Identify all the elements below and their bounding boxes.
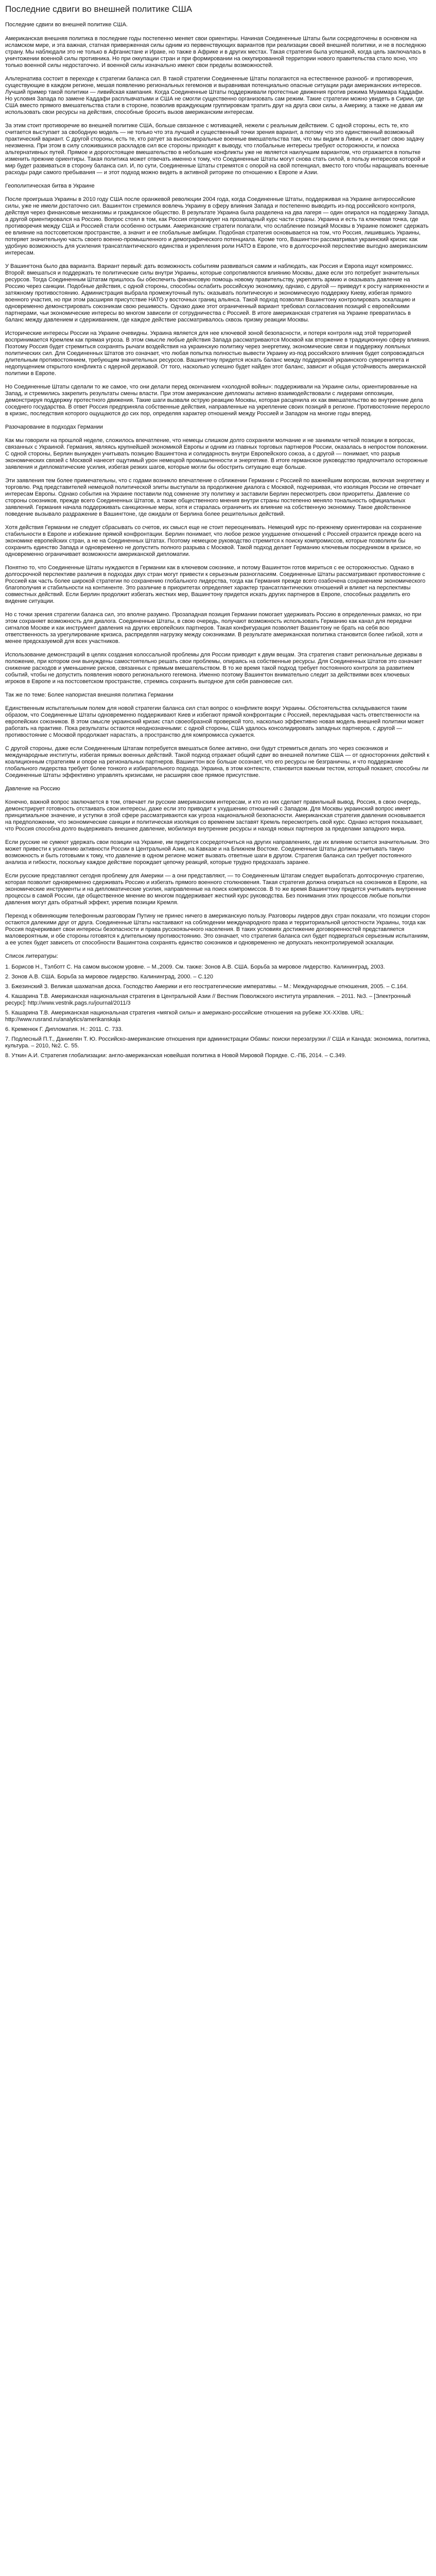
reference-item: 3. Бжезинский З. Великая шахматная доска. Господство Америки и его геостратегические императивы. – М.: Международные отношения, 2005. – С.164. xyxy=(5,984,408,990)
paragraph-11: Понятно то, что Соединенные Штаты нуждаются в Германии как в ключевом союзнике, и потому Вашингтон готов мириться с ее осторожностью. Однако в долгосрочной перспективе различия в подходах двух стран могут привести к серьезным разногласиям. Соединенные Штаты рассматривают противостояние с Россией как часть более широкой стратегии по сохранению глобального лидерства, тогда как Германия прежде всего озабочена сохранением экономического благополучия и стабильности на континенте. Это различие в приоритетах определяет характер трансатлантических отношений и влияет на перспективы совместных действий. Если Берлин продолжит избегать жестких мер, Вашингтону придется искать других партнеров в Европе, способных разделить его видение ситуации. xyxy=(5,565,426,605)
paragraph-5: У Вашингтона было два варианта. Вариант первый: дать возможность событиям развиваться самим и наблюдать, как Россия и Европа ищут компромисс. Второй: вмешаться и поддержать те политические силы внутри Украины, которые сопротивляются влиянию Москвы, даже если это потребует значительных ресурсов. Тогда Соединенным Штатам пришлось бы обеспечить финансовую помощь новому правительству, укреплять армию и оказывать давление на Россию через санкции. Подобные действия, с одной стороны, способны ослабить российскую экономику, однако, с другой — приведут к росту напряженности и затяжному противостоянию. Администрация выбрала промежуточный путь: оказывать политическую и экономическую поддержку Киеву, избегая прямого военного участия, но при этом расширяя присутствие НАТО у восточных границ альянса. Такой подход позволял Вашингтону контролировать эскалацию и одновременно демонстрировать союзникам свою решимость. Однако даже этот ограниченный вариант требовал согласования позиций с европейскими партнерами, чьи экономические интересы во многом зависели от сотрудничества с Россией. В итоге американская стратегия на Украине превратилась в баланс между давлением и сдерживанием, где каждое действие рассматривалось сквозь призму реакции Москвы. xyxy=(5,263,429,324)
paragraph-10: Хотя действия Германии не следует сбрасывать со счетов, их смысл еще не стоит переоценивать. Немецкий курс по-прежнему ориентирован на сохранение стабильности в Европе и избежание прямой конфронтации. Берлин понимает, что любое резкое ухудшение отношений с Россией отразится прежде всего на экономике европейских стран, а не на Соединенных Штатах. Поэтому немецкое руководство стремится к поиску компромиссов, которые позволили бы сохранить единство Запада и одновременно не допустить полного разрыва с Москвой. Такой подход делает Германию ключевым посредником в кризисе, но одновременно ограничивает возможности американской дипломатии. xyxy=(5,524,422,558)
reference-item: 5. Кашарина Т.В. Американская национальная стратегия «мягкой силы» и американо-российские отношения на рубеже XX-XXIвв. URL: http://www.rusrand.ru/analytics/amerikanskaja xyxy=(5,1010,364,1023)
paragraph-18: Если русские представляют сегодня проблему для Америки — а они представляют, — то Соединенным Штатам следует выработать долгосрочную стратегию, которая позволит одновременно сдерживать Россию и избегать прямого военного столкновения. Такая стратегия должна опираться на союзников в Европе, на экономические инструменты и на дипломатические усилия, направленные на поиск компромиссов. В то же время Вашингтону придется учитывать внутренние процессы в самой России, где общественное мнение во многом поддерживает жесткий курс руководства. Без понимания этих процессов любые попытки давления могут дать обратный эффект, укрепив позиции Кремля. xyxy=(5,873,427,906)
section-heading-ukraine: Геополитическая битва в Украине xyxy=(5,183,95,190)
paragraph-19: Переход к обвиняющим телефонным разговорам Путину не принес ничего в американскую пользу. Разговоры лидеров двух стран показали, что позиции сторон остаются далекими друг от друга. Соединенные Штаты настаивают на соблюдении международного права и территориальной целостности Украины, тогда как Россия подчеркивает свои интересы безопасности и права русскоязычного населения. В таких условиях достижение договоренностей представляется маловероятным, и обе стороны готовятся к длительному противостоянию. Это означает, что стратегия баланса сил будет подвергаться серьезным испытаниям, а ее успех будет зависеть от способности Вашингтона сохранять единство союзников и одновременно не допускать неконтролируемой эскалации. xyxy=(5,913,430,946)
paragraph-2: Альтернатива состоит в переходе к стратегии баланса сил. В такой стратегии Соединенные Штаты полагаются на естественное разнооб- и противоречия, существующие в каждом регионе, мешая появлению региональных гегемонов и выравнивая потенциально опасные ситуации ради американских интересов. Лучший пример такой политики — ливийская кампания. Когда Соединенные Штаты поддерживали протестные движения против режима Муаммара Каддафи. Но условия Запада по замене Каддафи расплывчатыми и США не смогли существенно организовать сам режим. Такие стратегии можно увидеть в Сирии, где США вместо прямого вмешательства стали в стороне, позволив враждующим группировкам тратить друг на друга свои силы, а Америку, а также не давая им использовать свои ресурсы на действия, способные бросить вызов американским интересам. xyxy=(5,76,424,116)
paragraph-17: Если русские не сумеют удержать свои позиции на Украине, им придется сосредоточиться на других направлениях, где их влияние остается значительным. Это может привести к усилению активности России в Центральной Азии, на Кавказе и на Ближнем Востоке. Соединенные Штаты должны учитывать такую возможность и быть готовыми к тому, что давление в одном регионе может вызвать ответные шаги в другом. Стратегия баланса сил требует постоянного анализа и гибкости, поскольку каждое действие порождает цепочку реакций, которые трудно предсказать заранее. xyxy=(5,839,429,866)
paragraph-3: За этим стоит противоречие во внешней политике США, больше связанное с мотивацией, нежели с реальным действием. С одной стороны, есть те, кто считается выступает за свободную модель — не только что эта лучший и существенный точки зрения вариант, а потому что это единственный возможный практический вариант. С другой стороны, есть те, кто ратует за высокоморальные военные вмешательства там, что мы видим в Ливии, и считает свою задачу неизменна. При этом в силу сложившихся раскладов сил все стороны приходят к выводу, что глобальные интересы требуют осторожности, и поиска альтернативных путей. Прямое и дорогостоящее вмешательство в небольшие конфликты уже не является наилучшим вариантом, что отражается в попытке изменить прежние ориентиры. Такая политика может отвечать именно к тому, что Соединенные Штаты могут снова стать силой, в пользу интересов которой и мир будет развиваться в сторону баланса сил. И, по сути, Соединенные Штаты стремятся с опорой на свой потенциал, вместо того чтобы наращивать военные расходы ради самого пребывания — и этот подход можно видеть в активной риторике по отношению к Европе и Азии. xyxy=(5,123,429,176)
paragraph-9: Эти заявления тем более примечательны, что с годами возникло впечатление о сближении Германии с Россией по важнейшим вопросам, включая энергетику и торговлю. Ряд представителей немецкой политической элиты выступали за продолжение диалога с Москвой, подчеркивая, что изоляция России не отвечает интересам Европы. Однако события на Украине поставили под сомнение эту политику и заставили Берлин пересмотреть свои приоритеты. Давление со стороны союзников, прежде всего Соединенных Штатов, а также общественного мнения внутри страны постепенно меняло тональность официальных заявлений. Германия начала поддерживать санкционные меры, хотя и старалась ограничить их влияние на собственную экономику. Такое двойственное поведение вызывало раздражение в Вашингтоне, где ожидали от Берлина более решительных действий. xyxy=(5,478,429,518)
article-subtitle: Последние сдвиги во внешней политике США. xyxy=(5,22,128,28)
paragraph-7: Но Соединенные Штаты сделали то же самое, что они делали перед окончанием «холодной войны»: поддерживали на Украине силы, ориентированные на Запад, и стремились закрепить результаты смены власти. При этом американские дипломаты активно взаимодействовали с лидерами оппозиции, демонстрируя поддержку протестного движения. Такие шаги вызвали острую реакцию Москвы, которая расценила их как вмешательство во внутренние дела соседнего государства. В ответ Россия предприняла собственные действия, направленные на укрепление своих позиций в регионе. Противостояние переросло в кризис, последствия которого ощущаются до сих пор, определяя характер отношений между Россией и Западом на многие годы вперед. xyxy=(5,384,430,417)
paragraph-1: Американская внешняя политика в последние годы постепенно меняет свои ориентиры. Начиная Соединенные Штаты были сосредоточены в основном на исламском мире, и эта важная, статная приверженная силы одним из первенствующих вариантов при реализации своей внешней политики, и не в последнюю страну. Мы наблюдали это не только в Афганистане и Ираке, но также в Африке и в других местах. Такая стратегия была успешной, когда цель заключалась в уничтожении военной силы противника. Но при оккупации стран и при формировании на оккупированной территории нового правительства стало ясно, что только военной силы недостаточно. И военной силы изначально имеют свои пределы возможностей. xyxy=(5,36,426,69)
paragraph-12: Но с точки зрения стратегии баланса сил, это вполне разумно. Прозападная позиция Германии помогает удерживать Россию в определенных рамках, но при этом сохраняет возможность для диалога. Соединенные Штаты, в свою очередь, получают возможность использовать Германию как канал для передачи сигналов Москве и как инструмент давления на других европейских партнеров. Такая конфигурация позволяет Вашингтону не брать на себя всю ответственность за урегулирование кризиса, распределяя нагрузку между союзниками. В результате американская политика становится более гибкой, хотя и менее предсказуемой для всех участников. xyxy=(5,612,423,645)
paragraph-16: Конечно, важной вопрос заключается в том, отвечает ли русские американским интересам, и кто из них сделает правильный вывод. Россия, в свою очередь, демонстрирует готовность отстаивать свои интересы, даже если это приводит к ухудшению отношений с Западом. Для Москвы украинский вопрос имеет принципиальное значение, и уступки в этой сфере рассматриваются как угроза национальной безопасности. Американская стратегия давления основывается на предположении, что экономические санкции и политическая изоляция со временем заставят Кремль пересмотреть свой курс. Однако история показывает, что Россия способна долго выдерживать внешнее давление, мобилизуя внутренние ресурсы и находя новых партнеров за пределами западного мира. xyxy=(5,799,425,833)
reference-item: 4. Кашарина Т.В. Американская национальная стратегия в Центральной Азии // Вестник Поволжского института управления. – 2011. №3. – [Электронный ресурс]: http://www.vestnik.pags.ru/journal/2011/3 xyxy=(5,993,411,1007)
reference-item: 6. Кременюк Г. Дипломатия. Н.: 2011. С. 733. xyxy=(5,1026,123,1033)
paragraph-6: Исторические интересы России на Украине очевидны. Украина является для нее ключевой зоной безопасности, и потеря контроля над этой территорией воспринимается Кремлем как прямая угроза. В этом смысле любые действия Запада рассматриваются Москвой как вторжение в традиционную сферу влияния. Поэтому Россия будет стремиться сохранять рычаги воздействия на украинскую политику через энергетику, экономические связи и поддержку лояльных политических сил. Для Соединенных Штатов это означает, что любая попытка полностью вывести Украину из-под российского влияния будет сопровождаться длительным противостоянием, требующим значительных ресурсов. Вашингтону придется искать баланс между поддержкой украинского суверенитета и недопущением открытого конфликта с ядерной державой. От того, насколько успешно будет найден этот баланс, зависит и общая устойчивость американской политики в Европе. xyxy=(5,330,431,377)
section-heading-germany: Разочарование в подходах Германии xyxy=(5,424,103,431)
paragraph-15: С другой стороны, даже если Соединенным Штатам потребуется вмешаться более активно, они будут стремиться делать это через союзников и международные институты, избегая прямых военных действий. Такой подход отражает общий сдвиг во внешней политике США — от односторонних действий к коалиционным стратегиям и опоре на региональных партнеров. Вашингтон все больше осознает, что его ресурсы не безграничны, и что поддержание глобального лидерства требует более тонкого и избирательного подхода. Украина, в этом контексте, становится важным тестом, который покажет, способны ли Соединенные Штаты эффективно управлять кризисами, не расширяя свое прямое присутствие. xyxy=(5,745,429,779)
section-heading-russia: Давление на Россию xyxy=(5,786,60,792)
article-page xyxy=(0,0,436,1073)
article-title: Последние сдвиги во внешней политике США xyxy=(5,4,193,14)
reference-item: 1. Борисов Н., Тэлботт С. На самом высоком уровне. – М.,2009. См. также: Зонов А.В. США. Борьба за мировое лидерство. Калининград, 2003. xyxy=(5,964,385,971)
paragraph-4: После проигрыша Украины в 2010 году США после оранжевой революции 2004 года, когда Соединенные Штаты, поддерживая на Украине антироссийские силы, уже не имели достаточно сил. Вашингтон стремился вовлечь Украину в сферу влияния Запада и постепенно выводить из-под российского контроля, действуя через финансовые механизмы и гражданское общество. В результате Украина была разделена на два лагеря — один опирался на поддержку Запада, а другой ориентировался на Россию. Вопрос стоял в том, как Россия отреагирует на прозападный курс части страны. Украина и есть та ключевая точка, где противоречия между США и Россией стали особенно острыми. Американские стратеги полагали, что ослабление позиций Москвы в Украине поможет сдержать ее влияние на постсоветском пространстве, а значит и ее глобальные амбиции. Подобная стратегия основывается на том, что Россия, лишившись Украины, потеряет значительную часть своего военно-промышленного и демографического потенциала. Кроме того, Вашингтон рассматривал украинский кризис как удобную возможность для усиления трансатлантического единства и укрепления роли НАТО в Европе, что в долгосрочной перспективе выгодно американским интересам. xyxy=(5,196,429,257)
paragraph-13: Использование демонстраций в целях создания колоссальной проблемы для России приводит к двум вещам. Эта стратегия ставит региональные державы в положение, при котором они вынуждены самостоятельно решать свои проблемы, опираясь на собственные ресурсы. Для Соединенных Штатов это означает снижение расходов и уменьшение рисков, связанных с прямым вмешательством. В то же время такой подход требует постоянного контроля за развитием событий, чтобы не допустить появления нового регионального гегемона. Именно поэтому Вашингтон внимательно следит за действиями всех ключевых игроков в Европе и на постсоветском пространстве, стремясь сохранить выгодное для себя равновесие сил. xyxy=(5,652,422,685)
references-list xyxy=(5,964,431,1059)
paragraph-8: Как мы говорили на прошлой неделе, сложилось впечатление, что немецы слишком долго сохраняли молчание и не занимали четкой позиции в вопросах, связанных с Украиной. Германия, являясь крупнейшей экономикой Европы и одним из главных торговых партнеров России, оказалась в непростом положении. С одной стороны, Берлин вынужден учитывать позицию Вашингтона и солидарность внутри Европейского союза, а с другой — понимает, что разрыв экономических связей с Москвой нанесет ощутимый урон немецкой промышленности и энергетике. В итоге германское руководство предпочитало осторожные заявления и дипломатические усилия, избегая резких шагов, которые могли бы обострить ситуацию еще больше. xyxy=(5,437,428,471)
related-link[interactable]: Так же по теме: Более напористая внешняя политика Германии xyxy=(5,692,173,699)
references-title: Список литературы: xyxy=(5,953,58,960)
article-body xyxy=(5,22,431,1059)
reference-item: 8. Уткин А.И. Стратегия глобализации: англо-американская новейшая политика в Новой Мировой Порядке. С.-ПБ, 2014. – С.349. xyxy=(5,1053,346,1059)
reference-item: 2. Зонов А.В. США. Борьба за мировое лидерство. Калининград, 2000. – С.120 xyxy=(5,974,213,980)
reference-item: 7. Подлесный П.Т., Даниелян Т. Ю. Российско-американские отношения при администрации Обамы: поиски перезагрузки // США и Канада: экономика, политика, культура. – 2010, №2. С. 55. xyxy=(5,1036,430,1049)
paragraph-14: Единственным испытательным полем для новой стратегии баланса сил стал вопрос о конфликте вокруг Украины. Обстоятельства складываются таким образом, что Соединенные Штаты одновременно поддерживают Киев и избегают прямой конфронтации с Россией, перекладывая часть ответственности на европейских союзников. В этом смысле украинский кризис стал своеобразной проверкой того, насколько эффективно новая модель внешней политики может работать на практике. Пока результаты остаются неоднозначными: с одной стороны, США удалось консолидировать западных партнеров, с другой — противостояние с Москвой продолжает нарастать, а пространство для компромисса сужается. xyxy=(5,705,424,739)
